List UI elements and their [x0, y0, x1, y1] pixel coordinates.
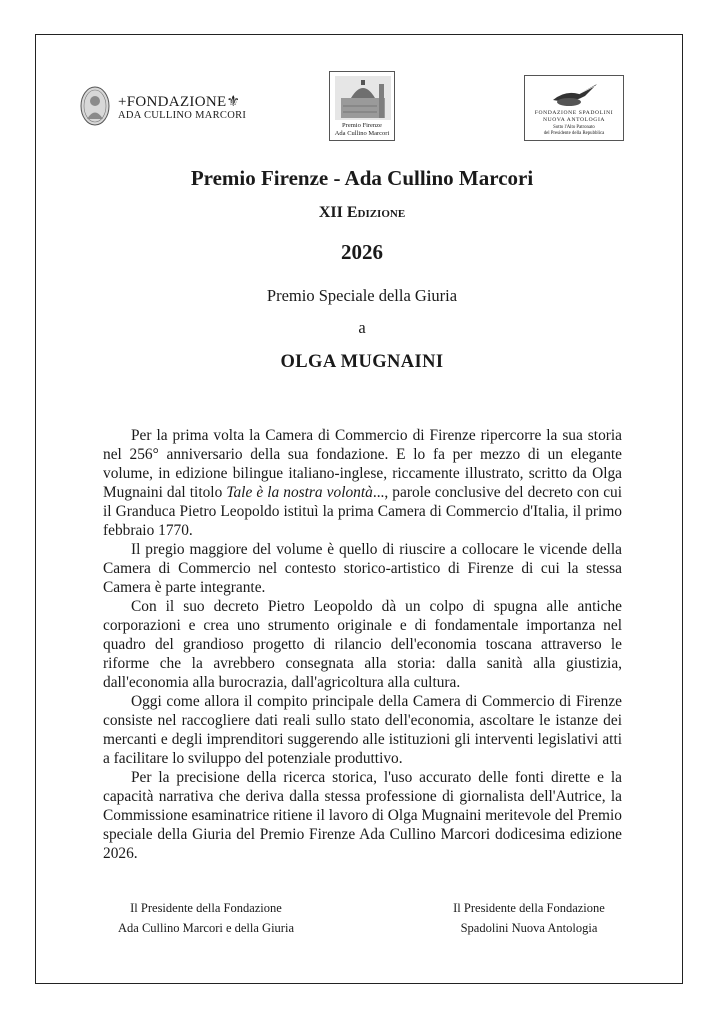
medallion-portrait-icon	[80, 86, 110, 126]
spadolini-line2: NUOVA ANTOLOGIA	[542, 117, 606, 123]
duomo-florence-icon	[335, 76, 391, 120]
edition-number: XII	[318, 204, 343, 221]
signature-right-line2: Spadolini Nuova Antologia	[460, 921, 598, 935]
fleur-de-lis-icon: ⚜	[226, 94, 241, 110]
p1-text-end: ..., parole conclusive del decreto con cui il Granduca Pietro Leopoldo istituì la prima Camera di Commercio d'Italia, il primo febbraio 1770.	[103, 484, 623, 539]
signature-right-line1: Il Presidente della Fondazione	[453, 901, 605, 915]
signature-left	[100, 898, 312, 938]
logo-caption-line2: Ada Cullino Marcori	[334, 130, 390, 137]
cross-mark: +	[118, 94, 127, 110]
edition-word: Edizione	[346, 204, 406, 221]
paragraph-4: Oggi come allora il compito principale della Camera di Commercio di Firenze consiste nel raccogliere dati reali sullo stato dell'economia, ascoltare le istanze dei mercanti e degli imprenditori suggerendo alle istituzioni gli interventi legislativi atti a facilitare lo sviluppo del potenziale produttivo.	[103, 693, 622, 767]
motivation-text	[103, 426, 622, 863]
fondazione-spadolini-logo	[524, 75, 624, 141]
p1-text-start: Per la prima volta la Camera di Commercio di Firenze ripercorre la sua storia nel 256° anniversario della sua fondazione. E lo fa per mezzo di un elegante volume, in edizione bilingue italiano-inglese, riccamente illustrato, scritto da Olga Mugnaini dal titolo	[103, 427, 622, 501]
edition-year: 2026	[341, 240, 383, 264]
edition-heading	[0, 204, 724, 222]
page-title: Premio Firenze - Ada Cullino Marcori	[190, 166, 534, 190]
signature-left-line2: Ada Cullino Marcori e della Giuria	[118, 921, 294, 935]
spadolini-line4: del Presidente della Repubblica	[543, 131, 605, 136]
award-preposition: a	[358, 318, 366, 337]
paragraph-5: Per la precisione della ricerca storica, l'uso accurato delle fonti dirette e la capacità narrativa che deriva dalla stessa professione di giornalista dell'Autrice, la Commissione esaminatrice ritiene il lavoro di Olga Mugnaini meritevole del Premio speciale della Giuria del Premio Firenze Ada Cullino Marcori dodicesima edizione 2026.	[103, 769, 622, 862]
fondazione-subtitle: ADA CULLINO MARCORI	[118, 110, 247, 121]
paragraph-1	[103, 426, 622, 540]
paragraph-2: Il pregio maggiore del volume è quello di riuscire a collocare le vicende della Camera di Commercio nel contesto storico-artistico di Firenze di cui la stessa Camera è parte integrante.	[103, 541, 622, 596]
spadolini-line1: FONDAZIONE SPADOLINI	[534, 110, 614, 116]
award-name: Premio Speciale della Giuria	[266, 286, 458, 305]
fondazione-name	[118, 92, 240, 111]
signature-right	[436, 898, 622, 938]
signature-left-line1: Il Presidente della Fondazione	[130, 901, 282, 915]
spadolini-line3: Sotto l'Alto Patronato	[553, 125, 595, 130]
logo-caption-line1: Premio Firenze	[342, 122, 382, 129]
fondazione-word: FONDAZIONE	[126, 94, 227, 110]
book-title: Tale è la nostra volontà	[226, 484, 373, 501]
recipient-name: OLGA MUGNAINI	[280, 352, 444, 372]
quill-inkwell-icon	[549, 80, 601, 108]
paragraph-3: Con il suo decreto Pietro Leopoldo dà un colpo di spugna alle antiche corporazioni e crea uno strumento originale e di fondamentale importanza nel quadro del grandioso progetto di rilancio dell'economia toscana attraverso le riforme che la avrebbero consegnata alla storia: dalla sanità alla giustizia, dall'economia alla burocrazia, dall'agricoltura alla cultura.	[103, 598, 622, 691]
fondazione-ada-logo	[80, 86, 260, 130]
premio-firenze-logo	[329, 71, 395, 141]
